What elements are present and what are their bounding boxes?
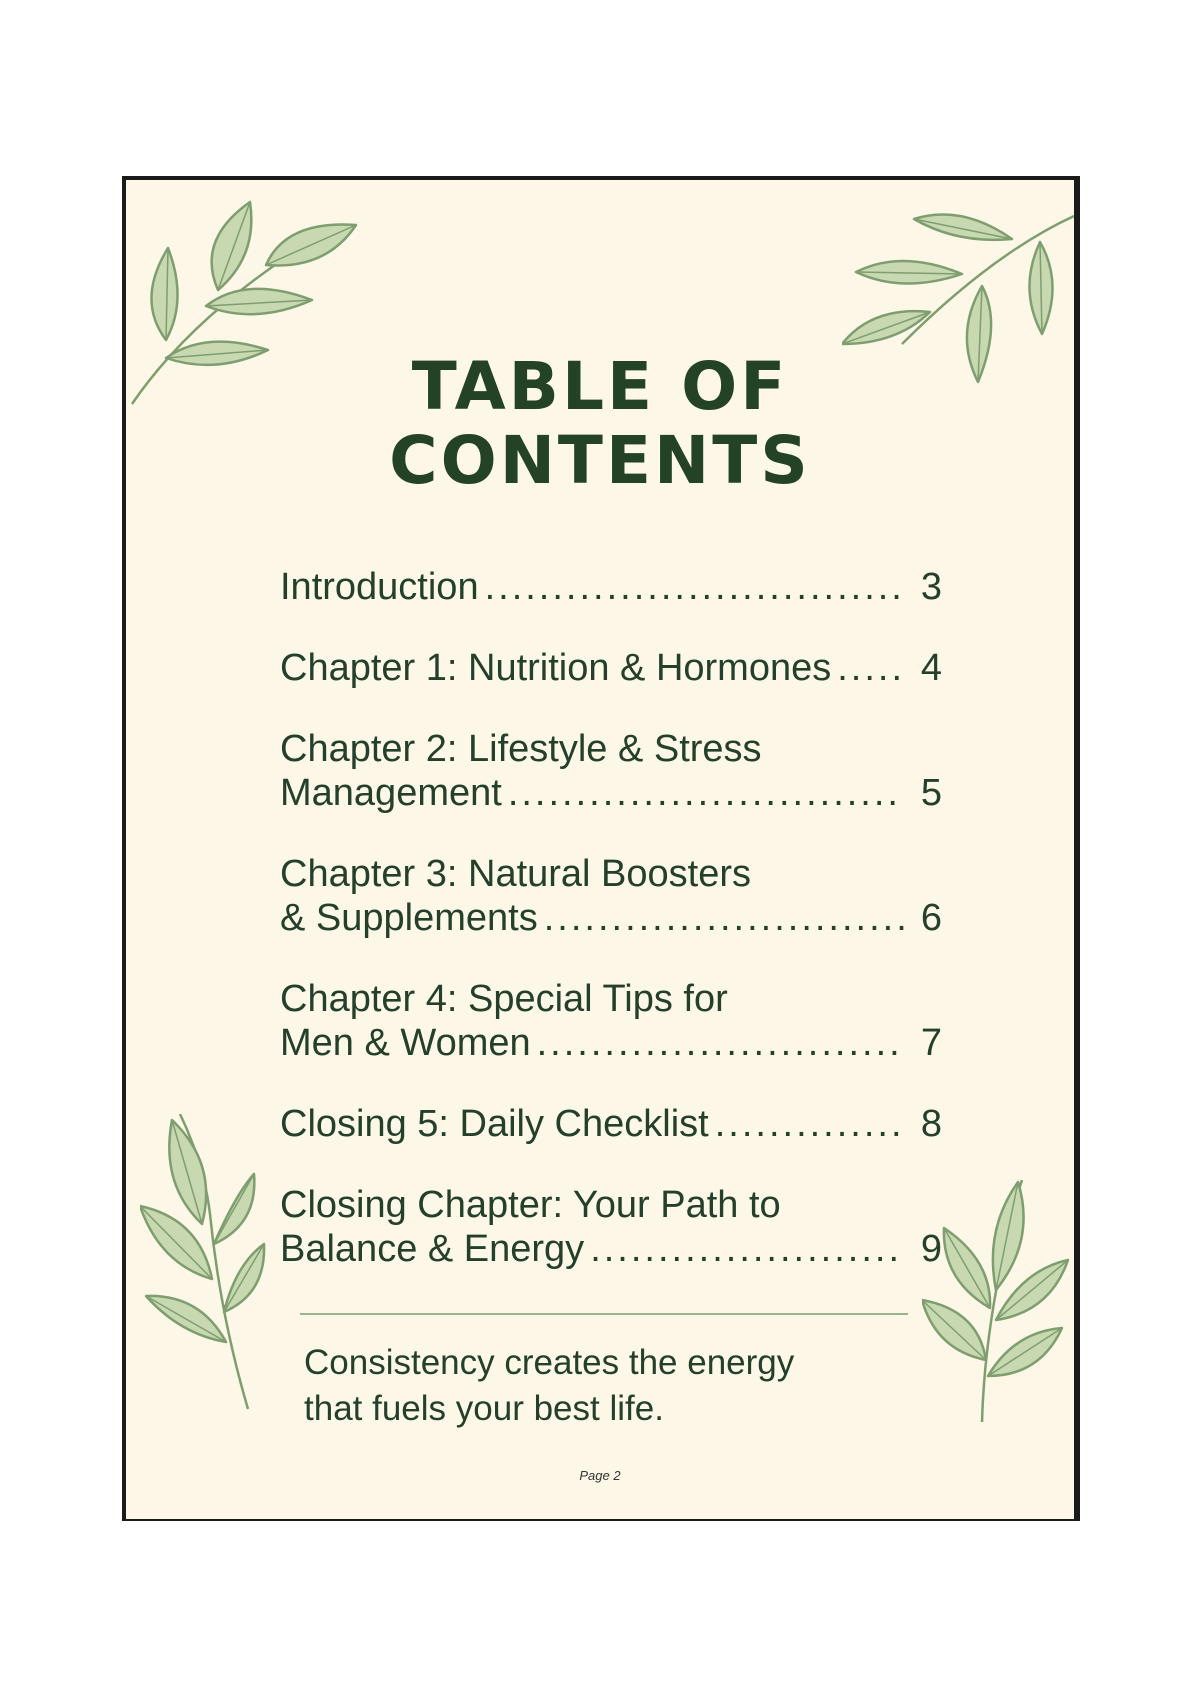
toc-entry-page: 8 [920,1103,942,1145]
toc-entry-closing-5[interactable] [280,1102,942,1146]
toc-entry-chapter-3[interactable] [280,852,942,940]
toc-entry-chapter-4[interactable] [280,977,942,1065]
toc-entry-title: Introduction [280,566,479,608]
toc-entry-introduction[interactable] [280,565,942,609]
dot-leader [590,1227,904,1271]
toc-entry-page: 4 [920,647,942,689]
toc-entry-title-line-1: Chapter 4: Special Tips for [280,978,728,1020]
toc-entry-title: & Supplements [280,897,538,939]
toc-entry-chapter-2[interactable] [280,727,942,815]
dot-leader [485,565,904,609]
divider-line [300,1313,908,1315]
leaf-branch-icon-bottom-right [922,1180,1072,1425]
dot-leader [508,771,904,815]
toc-entry-chapter-1[interactable] [280,646,942,690]
closing-quote [304,1340,864,1432]
title-line-2: CONTENTS [389,422,811,499]
quote-line-1: Consistency creates the energy [304,1343,795,1382]
toc-entry-title-line-1: Chapter 2: Lifestyle & Stress [280,728,762,770]
toc-entry-title: Balance & Energy [280,1228,585,1270]
toc-entry-page: 6 [920,897,942,939]
toc-entry-page: 7 [920,1022,942,1064]
toc-entry-closing-chapter[interactable] [280,1183,942,1271]
quote-line-2: that fuels your best life. [304,1389,664,1428]
document-page [122,176,1080,1521]
toc-entry-title: Closing 5: Daily Checklist [280,1103,709,1145]
toc-entry-page: 3 [920,566,942,608]
dot-leader [537,1021,904,1065]
toc-entry-page: 9 [920,1228,942,1270]
page-number: Page 2 [579,1468,621,1483]
toc-entry-title: Men & Women [280,1022,531,1064]
toc-entry-title: Management [280,772,502,814]
toc-entry-title-line-1: Closing Chapter: Your Path to [280,1184,781,1226]
page-title [126,350,1074,498]
toc-entry-page: 5 [920,772,942,814]
title-line-1: TABLE OF [411,348,789,425]
leaf-branch-icon-bottom-left [140,1114,280,1414]
dot-leader [544,896,904,940]
toc-entry-title: Chapter 1: Nutrition & Hormones [280,647,832,689]
dot-leader [715,1102,904,1146]
table-of-contents [280,565,942,1308]
dot-leader [837,646,904,690]
toc-entry-title-line-1: Chapter 3: Natural Boosters [280,853,752,895]
